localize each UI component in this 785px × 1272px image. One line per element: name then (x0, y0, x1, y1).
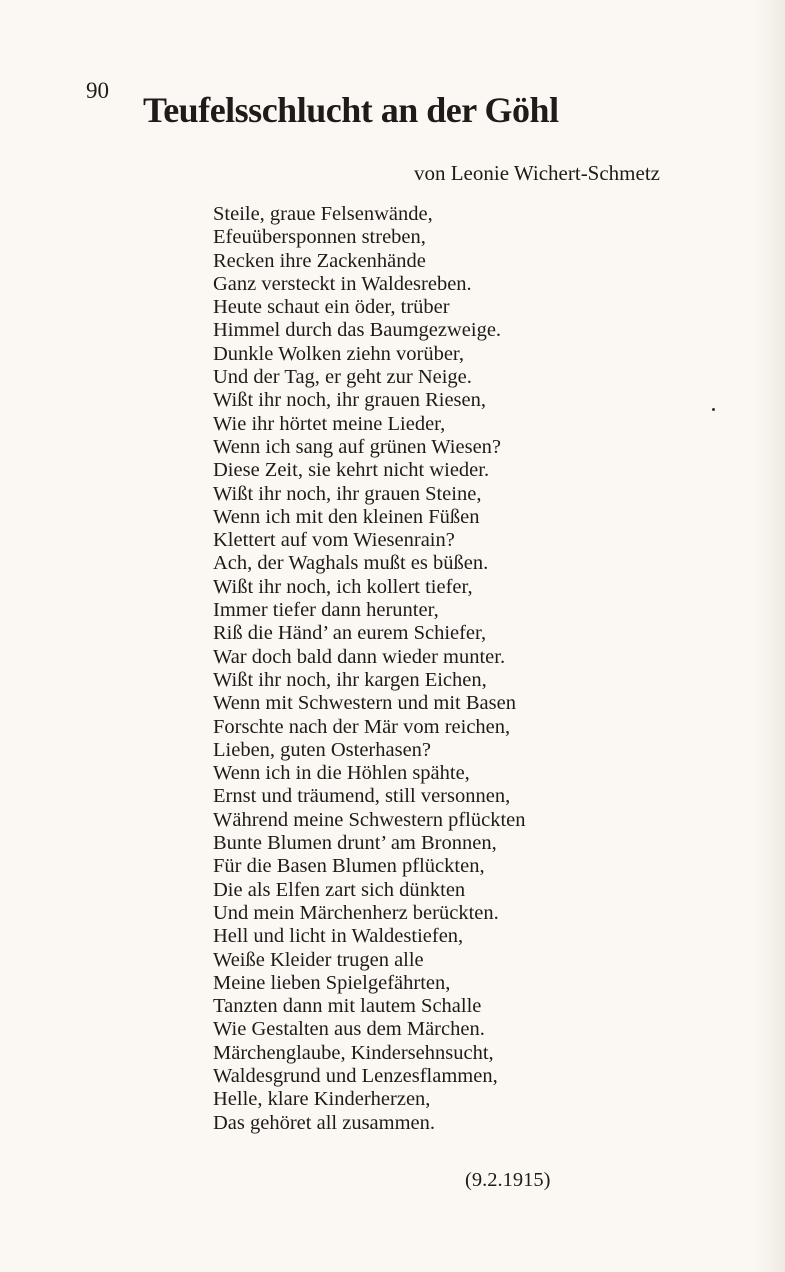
poem-line: Ach, der Waghals mußt es büßen. (213, 552, 489, 575)
poem-line: Märchenglaube, Kindersehnsucht, (213, 1041, 494, 1064)
poem-line: Wißt ihr noch, ich kollert tiefer, (213, 575, 473, 598)
poem-line: Meine lieben Spielgefährten, (213, 971, 451, 994)
poem-line: Heute schaut ein öder, trüber (213, 296, 450, 319)
poem-line: Wißt ihr noch, ihr kargen Eichen, (213, 668, 487, 691)
paper-speck (712, 408, 715, 411)
poem-line: Dunkle Wolken ziehn vorüber, (213, 342, 465, 365)
poem-line: Wenn ich sang auf grünen Wiesen? (213, 435, 502, 458)
poem-line: Immer tiefer dann herunter, (213, 599, 439, 622)
poem-line: Himmel durch das Baumgezweige. (213, 319, 502, 342)
poem-line: Wißt ihr noch, ihr grauen Steine, (213, 482, 482, 505)
poem-line: Bunte Blumen drunt’ am Bronnen, (213, 832, 497, 855)
poem-line: Steile, graue Felsenwände, (213, 203, 433, 225)
poem-line: Lieben, guten Osterhasen? (213, 738, 432, 761)
poem-line: Forschte nach der Mär vom reichen, (213, 715, 511, 738)
poem-line: Die als Elfen zart sich dünkten (213, 878, 466, 901)
poem-line: Riß die Händ’ an eurem Schiefer, (213, 622, 487, 645)
poem-line: Recken ihre Zackenhände (213, 249, 426, 272)
poem-line: Wie ihr hörtet meine Lieder, (213, 412, 446, 435)
poem-line: Wie Gestalten aus dem Märchen. (213, 1018, 485, 1041)
poem-author: von Leonie Wichert-Schmetz (413, 161, 660, 185)
poem-line: Wißt ihr noch, ihr grauen Riesen, (213, 389, 487, 412)
poem-line: Waldesgrund und Lenzesflammen, (213, 1064, 498, 1087)
poem-line: Wenn mit Schwestern und mit Basen (213, 692, 516, 715)
page-number: 90 (86, 78, 109, 103)
poem-line: Ganz versteckt in Waldesreben. (213, 272, 472, 295)
poem-line: Wenn ich mit den kleinen Füßen (213, 505, 480, 528)
poem-line: Das gehöret all zusammen. (213, 1111, 436, 1134)
poem-line: Und mein Märchenherz berückten. (213, 901, 499, 924)
poem-line: Helle, klare Kinderherzen, (213, 1088, 431, 1111)
poem-line: Für die Basen Blumen pflückten, (213, 855, 485, 878)
poem-date: (9.2.1915) (465, 1169, 551, 1191)
poem-line: Tanzten dann mit lautem Schalle (213, 995, 482, 1018)
poem-line: Diese Zeit, sie kehrt nicht wieder. (213, 459, 490, 482)
poem-line: War doch bald dann wieder munter. (213, 645, 506, 668)
poem-line: Efeuübersponnen streben, (213, 226, 426, 249)
poem-body (213, 203, 526, 1135)
page-edge-shadow (755, 0, 785, 1272)
poem-line: Hell und licht in Waldestiefen, (213, 925, 464, 948)
poem-line: Und der Tag, er geht zur Neige. (213, 366, 472, 389)
poem-line: Weiße Kleider trugen alle (213, 948, 424, 971)
poem-line: Ernst und träumend, still versonnen, (213, 785, 511, 808)
poem-line: Wenn ich in die Höhlen spähte, (213, 762, 470, 785)
poem-line: Klettert auf vom Wiesenrain? (213, 529, 455, 552)
poem-title: Teufelsschlucht an der Göhl (143, 90, 559, 130)
poem-line: Während meine Schwestern pflückten (213, 808, 526, 831)
